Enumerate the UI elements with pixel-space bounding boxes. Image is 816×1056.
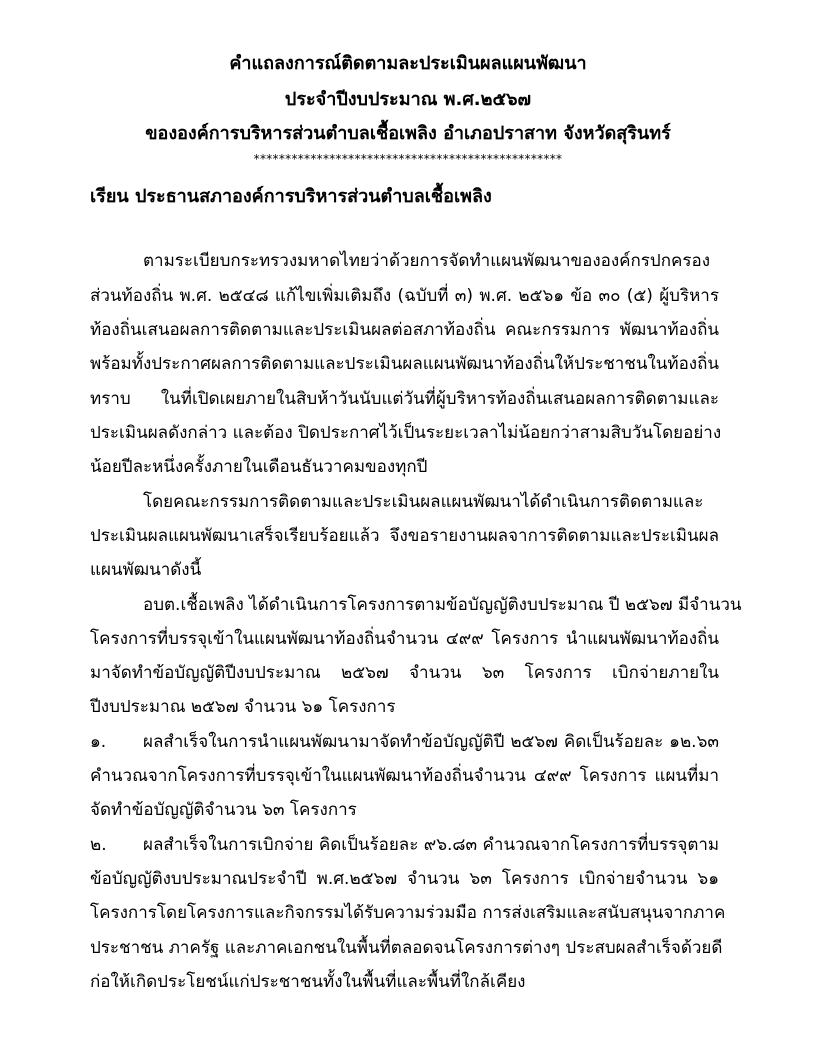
document-title-line-1: คำแถลงการณ์ติดตามละประเมินผลแผนพัฒนา xyxy=(229,53,587,74)
paragraph-1-line: ตามระเบียบกระทรวงมหาดไทยว่าด้วยการจัดทำแผนพัฒนาขององค์กรปกครอง xyxy=(143,251,711,271)
item-2-line: โครงการโดยโครงการและกิจกรรมได้รับความร่วมมือ การส่งเสริมและสนับสนุนจากภาค xyxy=(90,903,726,923)
item-2-line: ผลสำเร็จในการเบิกจ่าย คิดเป็นร้อยละ ๙๖.๘๓ คำนวณจากโครงการที่บรรจุตาม xyxy=(143,835,720,855)
paragraph-2-line: แผนพัฒนาดังนี้ xyxy=(90,560,202,580)
paragraph-2-line: โดยคณะกรรมการติดตามและประเมินผลแผนพัฒนาได้ดำเนินการติดตามและ xyxy=(143,492,704,512)
paragraph-1-line: น้อยปีละหนึ่งครั้งภายในเดือนธันวาคมของทุกปี xyxy=(90,457,428,477)
item-1-line: จัดทำข้อบัญญัติจำนวน ๖๓ โครงการ xyxy=(90,800,357,820)
document-title-line-3: ขององค์การบริหารส่วนตำบลเชื้อเพลิง อำเภอปราสาท จังหวัดสุรินทร์ xyxy=(145,123,671,144)
paragraph-1-line: ทราบ ในที่เปิดเผยภายในสิบห้าวันนับแต่วันที่ผู้บริหารท้องถิ่นเสนอผลการติดตามและ xyxy=(90,389,719,409)
paragraph-1-line: ประเมินผลดังกล่าว และต้อง ปิดประกาศไว้เป็นระยะเวลาไม่น้อยกว่าสามสิบวันโดยอย่าง xyxy=(90,423,722,443)
item-2-number: ๒. xyxy=(90,835,107,855)
paragraph-1-line: ท้องถิ่นเสนอผลการติดตามและประเมินผลต่อสภาท้องถิ่น คณะกรรมการ พัฒนาท้องถิ่น xyxy=(90,320,719,340)
paragraph-2-line: ประเมินผลแผนพัฒนาเสร็จเรียบร้อยแล้ว จึงขอรายงานผลจาการติดตามและประเมินผล xyxy=(90,526,719,546)
document-title-line-2: ประจำปีงบประมาณ พ.ศ.๒๕๖๗ xyxy=(284,89,532,110)
paragraph-1-line: ส่วนท้องถิ่น พ.ศ. ๒๕๔๘ แก้ไขเพิ่มเติมถึง (ฉบับที่ ๓) พ.ศ. ๒๕๖๑ ข้อ ๓๐ (๕) ผู้บริหาร xyxy=(90,286,719,306)
separator-line: ************************************************* xyxy=(253,152,563,166)
paragraph-3-line: โครงการที่บรรจุเข้าในแผนพัฒนาท้องถิ่นจำนวน ๔๙๙ โครงการ นำแผนพัฒนาท้องถิ่น xyxy=(90,629,719,649)
item-2-line: ประชาชน ภาครัฐ และภาคเอกชนในพื้นที่ตลอดจนโครงการต่างๆ ประสบผลสำเร็จด้วยดี xyxy=(90,938,723,958)
item-1-line: ผลสำเร็จในการนำแผนพัฒนามาจัดทำข้อบัญญัติปี ๒๕๖๗ คิดเป็นร้อยละ ๑๒.๖๓ xyxy=(143,732,719,752)
item-1-number: ๑. xyxy=(90,732,107,752)
item-1-line: คำนวณจากโครงการที่บรรจุเข้าในแผนพัฒนาท้องถิ่นจำนวน ๔๙๙ โครงการ แผนที่มา xyxy=(90,766,719,786)
item-2-line: ข้อบัญญัติงบประมาณประจำปี พ.ศ.๒๕๖๗ จำนวน ๖๓ โครงการ เบิกจ่ายจำนวน ๖๑ xyxy=(90,869,719,889)
item-2-line: ก่อให้เกิดประโยชน์แก่ประชาชนทั้งในพื้นที่และพื้นที่ใกล้เคียง xyxy=(90,972,526,992)
salutation: เรียน ประธานสภาองค์การบริหารส่วนตำบลเชื้อเพลิง xyxy=(90,186,492,207)
paragraph-3-line: มาจัดทำข้อบัญญัติปีงบประมาณ ๒๕๖๗ จำนวน ๖๓ โครงการ เบิกจ่ายภายใน xyxy=(90,663,719,683)
paragraph-3-line: อบต.เชื้อเพลิง ได้ดำเนินการโครงการตามข้อบัญญัติงบประมาณ ปี ๒๕๖๗ มีจำนวน xyxy=(143,595,742,615)
paragraph-1-line: พร้อมทั้งประกาศผลการติดตามและประเมินผลแผนพัฒนาท้องถิ่นให้ประชาชนในท้องถิ่น xyxy=(90,354,719,374)
paragraph-3-line: ปีงบประมาณ ๒๕๖๗ จำนวน ๖๑ โครงการ xyxy=(90,697,396,717)
